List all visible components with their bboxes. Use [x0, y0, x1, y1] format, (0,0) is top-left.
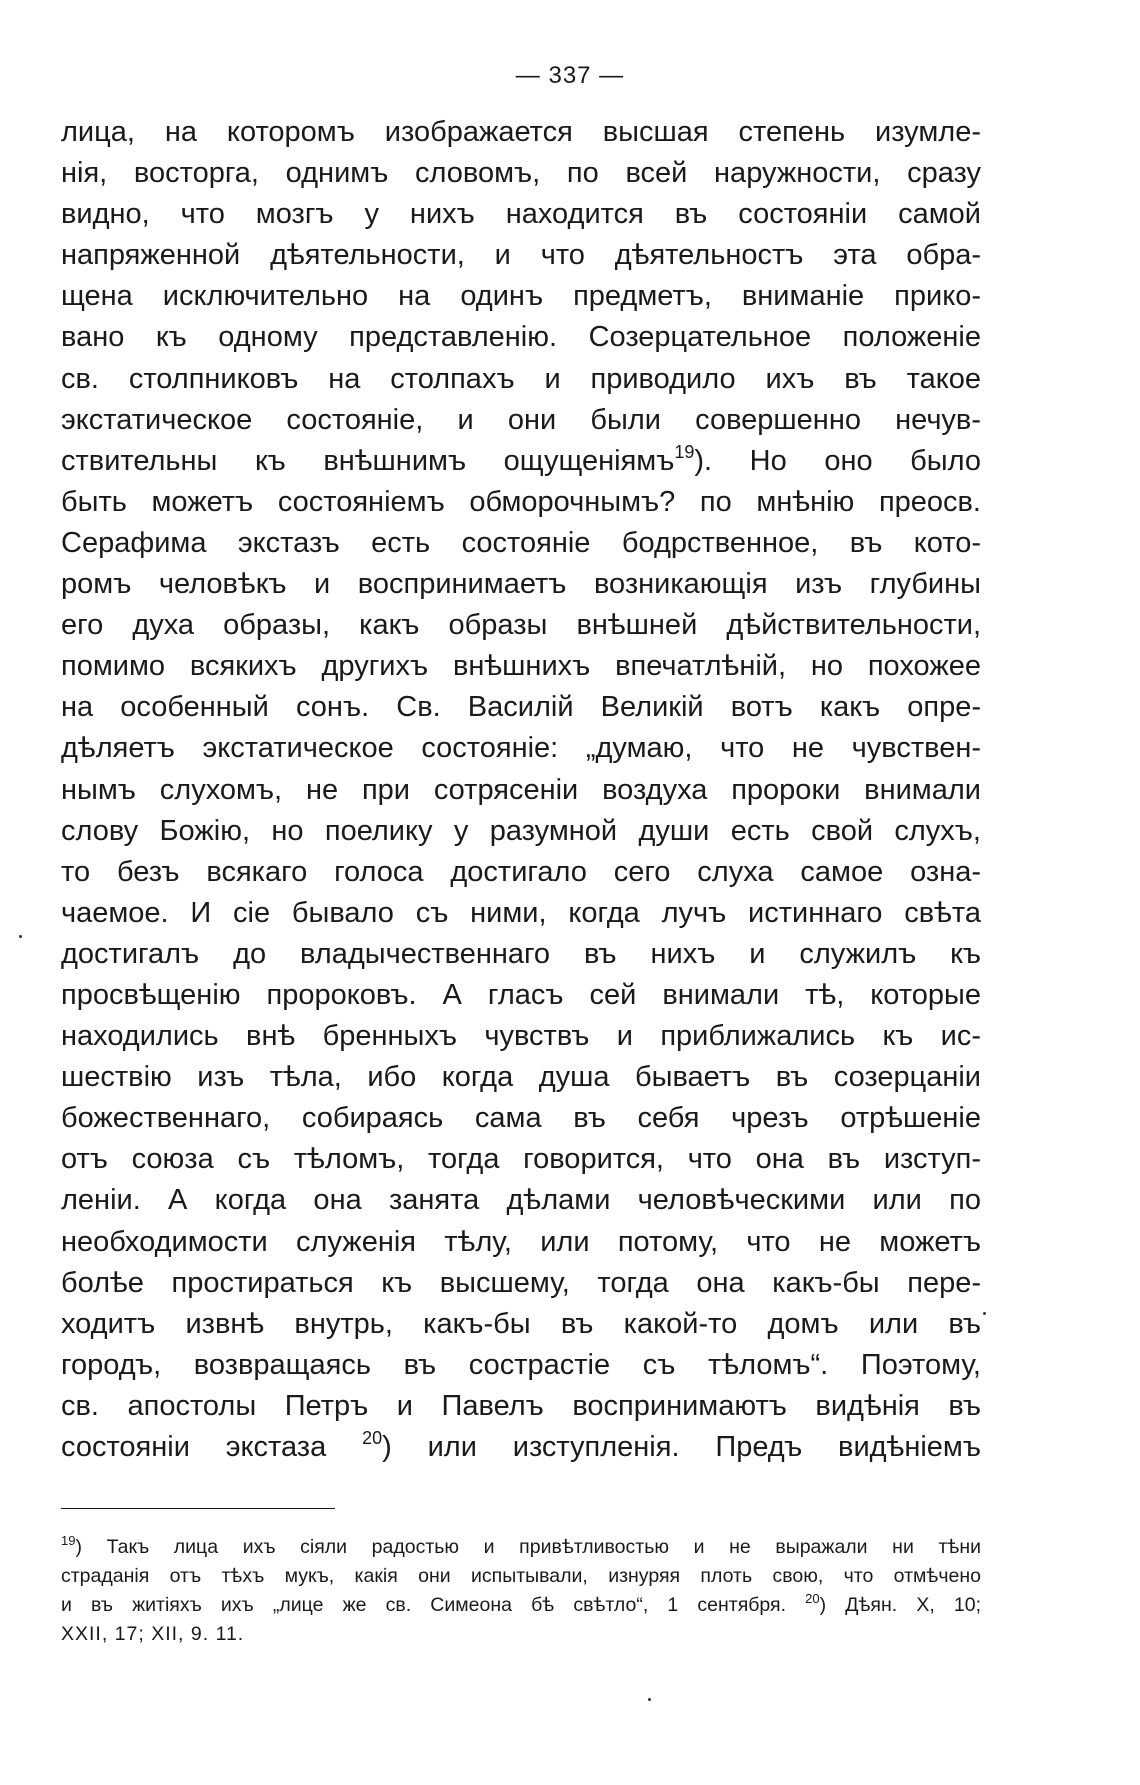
text-span: леніи. А когда она занята дѣлами человѣческими или по	[61, 1184, 981, 1217]
text-span: ходитъ извнѣ внутрь, какъ-бы въ какой-то домъ или въ	[61, 1307, 981, 1340]
text-line	[61, 194, 981, 235]
footnote-line	[61, 1591, 981, 1620]
footnotes	[61, 1533, 981, 1649]
text-line	[61, 1263, 981, 1304]
text-span: помимо всякихъ другихъ внѣшнихъ впечатлѣній, но похожее	[61, 650, 981, 683]
text-span: состояніи экстаза	[61, 1431, 363, 1463]
text-line	[61, 112, 981, 153]
text-line	[61, 276, 981, 317]
text-line	[61, 975, 981, 1016]
text-span: вано къ одному представленію. Созерцательное положеніе	[61, 321, 981, 354]
text-span: ствительны къ внѣшнимъ ощущеніямъ	[61, 444, 675, 477]
footnote-separator	[61, 1508, 335, 1509]
text-line	[61, 1304, 981, 1345]
text-line	[61, 523, 981, 564]
text-span: то безъ всякаго голоса достигало сего слуха самое озна-	[61, 855, 981, 888]
text-line	[61, 1180, 981, 1221]
print-speck	[19, 935, 22, 938]
text-span: страданія отъ тѣхъ мукъ, какія они испытывали, изнуряя плоть свою, что отмѣчено	[61, 1565, 981, 1587]
text-line	[61, 564, 981, 605]
main-text	[61, 112, 981, 1468]
text-span: отъ союза съ тѣломъ, тогда говорится, что она въ изступ-	[61, 1143, 981, 1176]
text-span: щена исключительно на одинъ предметъ, вниманіе прико-	[61, 280, 981, 313]
text-line	[61, 646, 981, 687]
text-span: Серафима экстазъ есть состояніе бодрственное, въ кото-	[61, 526, 981, 559]
text-span: ромъ человѣкъ и воспринимаетъ возникающія изъ глубины	[61, 568, 981, 601]
text-line	[61, 770, 981, 811]
text-span: XXII, 17; XII, 9. 11.	[61, 1623, 245, 1645]
text-line	[61, 1345, 981, 1386]
text-span: находились внѣ бренныхъ чувствъ и приближались къ ис-	[61, 1020, 981, 1053]
text-line	[61, 1139, 981, 1180]
text-line	[61, 359, 981, 400]
text-line	[61, 687, 981, 728]
text-line	[61, 317, 981, 358]
text-line	[61, 605, 981, 646]
text-span: нія, восторга, однимъ словомъ, по всей наружности, сразу	[61, 157, 981, 190]
text-line	[61, 728, 981, 769]
footnote-line	[61, 1620, 981, 1649]
text-line	[61, 811, 981, 852]
text-line	[61, 1427, 981, 1468]
text-span: напряженной дѣятельности, и что дѣятельностъ эта обра-	[61, 239, 981, 272]
text-span: и въ житіяхъ ихъ „лице же св. Симеона бѣ свѣтло“, 1 сентября.	[61, 1594, 806, 1616]
text-span: чаемое. И сіе бывало съ ними, когда лучъ истиннаго свѣта	[61, 896, 981, 929]
text-line	[61, 852, 981, 893]
text-span: экстатическое состояніе, и они были совершенно нечув-	[61, 403, 981, 436]
text-span: ) или изступленія. Предъ видѣніемъ	[382, 1431, 981, 1463]
text-span: божественнаго, собираясь сама въ себя чрезъ отрѣшеніе	[61, 1102, 981, 1135]
text-span: ) Такъ лица ихъ сіяли радостью и привѣтливостью и не выражали ни тѣни	[75, 1536, 981, 1558]
text-span: болѣе простираться къ высшему, тогда она какъ-бы пере-	[61, 1266, 981, 1299]
footnote-marker: 19	[61, 1533, 76, 1548]
text-span: нымъ слухомъ, не при сотрясеніи воздуха пророки внимали	[61, 773, 981, 806]
text-span: достигалъ до владычественнаго въ нихъ и служилъ къ	[61, 937, 981, 970]
text-line	[61, 1098, 981, 1139]
text-line	[61, 400, 981, 441]
text-span: просвѣщенію пророковъ. А гласъ сей внимали тѣ, которые	[61, 978, 981, 1011]
footnote-line	[61, 1562, 981, 1591]
text-span: св. апостолы Петръ и Павелъ воспринимаютъ видѣнія въ	[61, 1389, 981, 1422]
text-span: на особенный сонъ. Св. Василій Великій вотъ какъ опре-	[61, 691, 981, 724]
print-speck	[983, 1312, 986, 1315]
text-span: лица, на которомъ изображается высшая степень изумле-	[61, 116, 981, 148]
text-line	[61, 1386, 981, 1427]
footnote-line	[61, 1533, 981, 1562]
text-span: дѣляетъ экстатическое состояніе: „думаю, что не чувствен-	[61, 732, 981, 765]
text-span: слову Божію, но поелику у разумной души есть свой слухъ,	[61, 814, 981, 847]
text-line	[61, 934, 981, 975]
text-span: необходимости служенія тѣлу, или потому, что не можетъ	[61, 1225, 981, 1258]
text-span: быть можетъ состояніемъ обморочнымъ? по мнѣнію преосв.	[61, 485, 981, 518]
text-line	[61, 1222, 981, 1263]
text-span: видно, что мозгъ у нихъ находится въ состояніи самой	[61, 198, 981, 231]
text-span: городъ, возвращаясь въ сострастіе съ тѣломъ“. Поэтому,	[61, 1348, 981, 1381]
text-line	[61, 893, 981, 934]
text-span: ) Дѣян. X, 10;	[819, 1594, 981, 1616]
page-number: — 337 —	[515, 62, 625, 89]
text-span: шествію изъ тѣла, ибо когда душа бываетъ въ созерцаніи	[61, 1061, 981, 1094]
text-span: св. столпниковъ на столпахъ и приводило ихъ въ такое	[61, 362, 981, 395]
text-span: его духа образы, какъ образы внѣшней дѣйствительности,	[61, 609, 981, 642]
text-line	[61, 441, 981, 482]
text-line	[61, 1016, 981, 1057]
text-line	[61, 1057, 981, 1098]
text-line	[61, 153, 981, 194]
text-line	[61, 482, 981, 523]
print-speck	[648, 1698, 651, 1701]
footnote-reference: 19	[674, 441, 695, 462]
text-span: ). Но оно было	[694, 444, 981, 477]
footnote-reference: 20	[362, 1428, 383, 1448]
footnote-reference: 20	[805, 1591, 820, 1606]
text-line	[61, 235, 981, 276]
